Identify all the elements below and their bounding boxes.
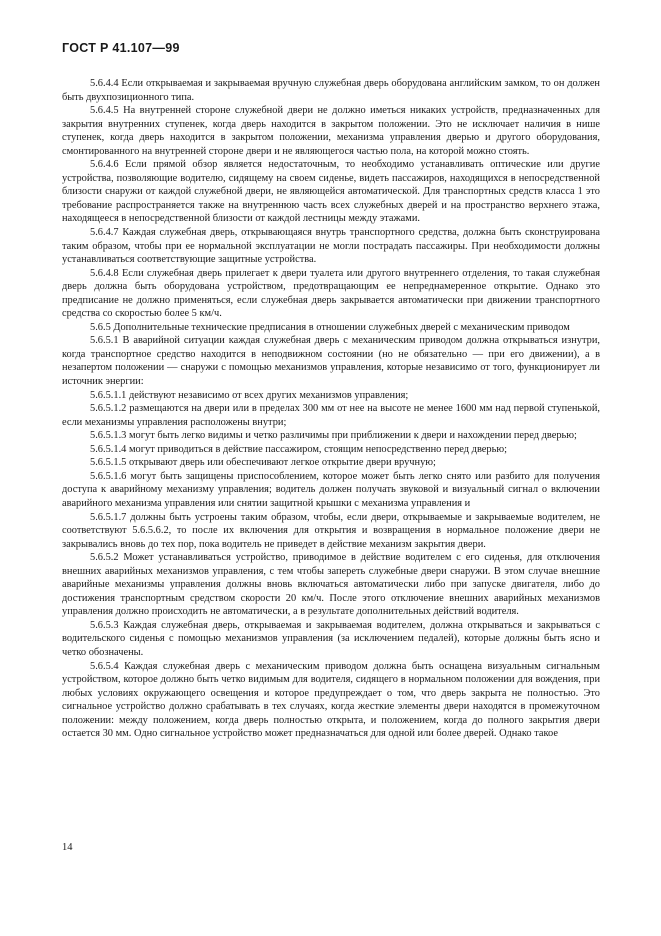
- paragraph-5-6-5-1-6: 5.6.5.1.6 могут быть защищены приспособлением, которое может быть легко снято или разбито для получения доступа к аварийному механизму управления; водитель должен получать звуковой и визуальный сигнал о включении аварийного механизма управления или снятии защитной крышки с механизма управления и: [62, 470, 600, 509]
- paragraph-5-6-5-4: 5.6.5.4 Каждая служебная дверь с механическим приводом должна быть оснащена визуальным сигнальным устройством, которое должно быть четко видимым для водителя, сидящего в нормальном положении для вождения, при любых условиях окружающего освещения и которое предупреждает о том, что дверь закрыта не полностью. Это сигнальное устройство должно срабатывать в тех случаях, когда жесткие элементы двери находятся в промежуточном положении: между положением, когда дверь полностью открыта, и положением, когда до полного закрытия двери остается 30 мм. Одно сигнальное устройство может предназначаться для одной или более дверей. Однако такое: [62, 660, 600, 740]
- paragraph-5-6-4-5: 5.6.4.5 На внутренней стороне служебной двери не должно иметься никаких устройств, предназначенных для закрытия внутренних ступенек, когда дверь находится в закрытом положении. Это не исключает наличия в нише ступенек, когда дверь находится в закрытом положении, механизма управления дверью и другого оборудования, смонтированного на внутренней стороне двери и не являющегося частью пола, на которой можно стоять.: [62, 105, 600, 157]
- paragraph-5-6-5-1: 5.6.5.1 В аварийной ситуации каждая служебная дверь с механическим приводом должна открываться изнутри, когда транспортное средство находится в неподвижном состоянии (но не обязательно — при его движении), а в незапертом положении — снаружи с помощью механизмов управления, которые независимо от того, функционирует ли источник энергии:: [62, 335, 600, 388]
- paragraph-5-6-5-1-5: 5.6.5.1.5 открывают дверь или обеспечивают легкое открытие двери вручную;: [90, 457, 436, 469]
- paragraph-5-6-4-4: 5.6.4.4 Если открываемая и закрываемая вручную служебная дверь оборудована английским замком, то он должен быть двухпозиционного типа.: [62, 78, 600, 103]
- paragraph-5-6-4-6: 5.6.4.6 Если прямой обзор является недостаточным, то необходимо устанавливать оптические или другие устройства, позволяющие водителю, сидящему на своем сиденье, видеть пассажиров, находящихся в непосредственной близости снаружи от каждой служебной двери, не являющейся автоматической. Для транспортных средств класса 1 это требование распространяется также на внутреннюю часть всех служебных дверей и на пространство верхнего этажа, находящееся в непосредственной близости от каждой лестницы между этажами.: [62, 159, 600, 225]
- paragraph-5-6-4-7: 5.6.4.7 Каждая служебная дверь, открывающаяся внутрь транспортного средства, должна быть сконструирована таким образом, чтобы при ее нормальной эксплуатации не могли пострадать пассажиры. При необходимости должны устанавливаться соответствующие защитные устройства.: [62, 227, 600, 266]
- paragraph-5-6-5-1-3: 5.6.5.1.3 могут быть легко видимы и четко различимы при приближении к двери и нахождении перед дверью;: [90, 430, 577, 442]
- paragraph-5-6-4-8: 5.6.4.8 Если служебная дверь прилегает к двери туалета или другого внутреннего отделения, то такая служебная дверь должна быть оборудована устройством, предотвращающим ее непреднамеренное открытие. Однако это предписание не должно применяться, если служебная дверь закрывается автоматически при движении транспортного средства со скоростью более 5 км/ч.: [62, 267, 600, 320]
- paragraph-5-6-5-1-7: 5.6.5.1.7 должны быть устроены таким образом, чтобы, если двери, открываемые и закрываемые водителем, не соответствуют 5.6.5.6.2, то после их включения для открытия и возвращения в нормальное положение двери не закрывались вновь до тех пор, пока водитель не приведет в действие механизм закрытия двери.: [62, 511, 600, 550]
- paragraph-5-6-5-2: 5.6.5.2 Может устанавливаться устройство, приводимое в действие водителем с его сиденья, для отключения внешних аварийных механизмов управления, с тем чтобы запереть служебные двери снаружи. В этом случае внешние аварийные механизмы управления должны вновь включаться автоматически либо при запуске двигателя, либо до достижения транспортным средством скорости 20 км/ч. После этого отключение внешних аварийных механизмов управления должно происходить не автоматически, а в результате дополнительных действий водителя.: [62, 552, 600, 618]
- document-id-header: ГОСТ Р 41.107—99: [62, 41, 180, 55]
- paragraph-5-6-5-1-4: 5.6.5.1.4 могут приводиться в действие пассажиром, стоящим непосредственно перед дверью;: [90, 443, 507, 455]
- paragraph-5-6-5: 5.6.5 Дополнительные технические предписания в отношении служебных дверей с механическим приводом: [90, 321, 570, 333]
- page-number: 14: [62, 842, 73, 853]
- paragraph-5-6-5-1-1: 5.6.5.1.1 действуют независимо от всех других механизмов управления;: [90, 389, 409, 401]
- document-body: [62, 77, 600, 741]
- paragraph-5-6-5-3: 5.6.5.3 Каждая служебная дверь, открываемая и закрываемая водителем, должна открываться и закрываться с водительского сиденья с помощью механизмов управления (за исключением педалей), которые должны быть ясно и четко обозначены.: [62, 619, 600, 658]
- paragraph-5-6-5-1-2: 5.6.5.1.2 размещаются на двери или в пределах 300 мм от нее на высоте не менее 1600 мм над первой ступенькой, если механизмы управления расположены внутри;: [62, 403, 600, 428]
